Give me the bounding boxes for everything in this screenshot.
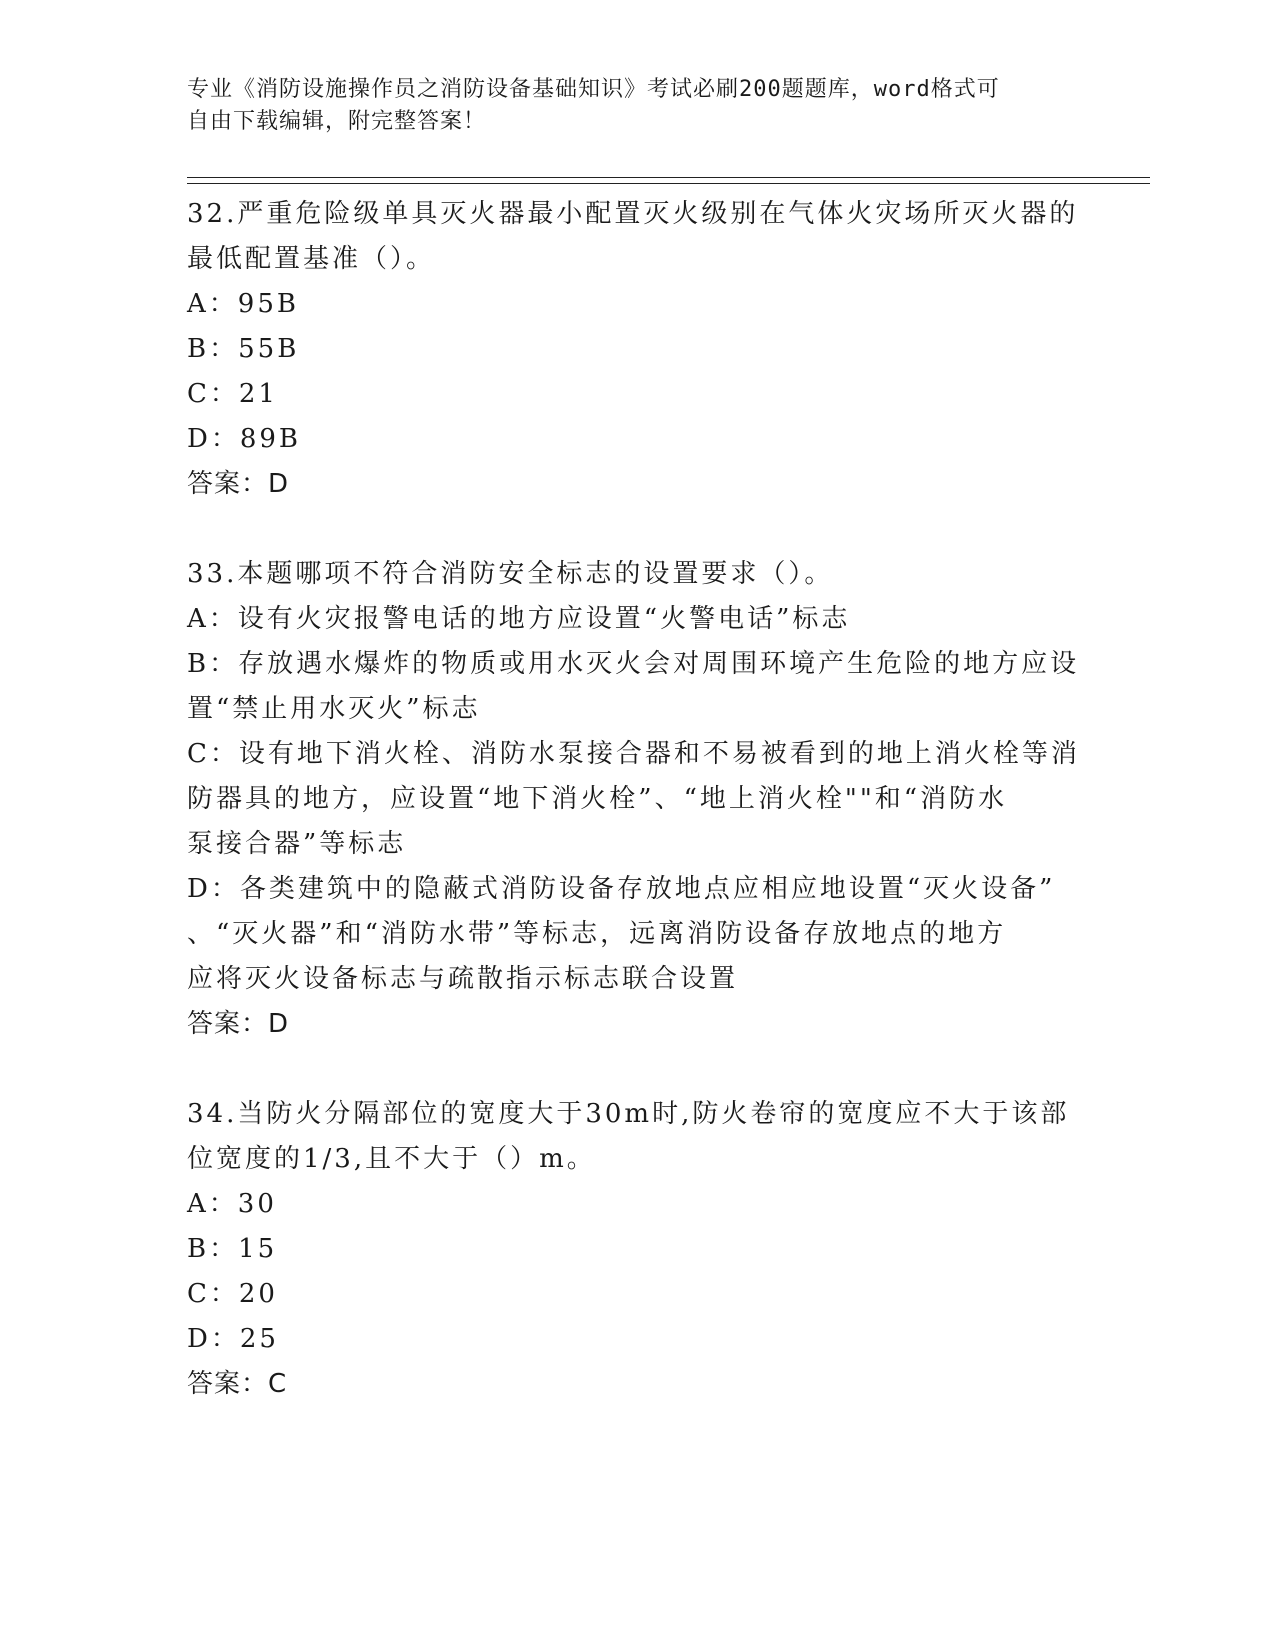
- option-d: [187, 867, 1087, 1002]
- question-text-line: 32.严重危险级单具灭火器最小配置灭火级别在气体火灾场所灭火器的: [187, 199, 1079, 229]
- header-rule-top: [187, 177, 1150, 178]
- question-list: [187, 192, 1087, 1452]
- question-34: [187, 1092, 1087, 1407]
- option-line: C：20: [187, 1279, 278, 1309]
- option-c: [187, 1272, 1087, 1317]
- option-line: A：30: [187, 1189, 277, 1219]
- question-text: [187, 552, 1087, 597]
- option-b: [187, 642, 1087, 732]
- option-line: 泵接合器”等标志: [187, 829, 407, 859]
- option-line: D：25: [187, 1324, 279, 1354]
- option-line: D：89B: [187, 424, 302, 454]
- header-line-1: 专业《消防设施操作员之消防设备基础知识》考试必刷200题题库，word格式可: [187, 77, 1000, 102]
- option-line: D：各类建筑中的隐蔽式消防设备存放地点应相应地设置“灭火设备”: [187, 874, 1056, 904]
- option-d: [187, 417, 1087, 462]
- option-line: 、“灭火器”和“消防水带”等标志，远离消防设备存放地点的地方: [187, 919, 1007, 949]
- option-line: C：21: [187, 379, 278, 409]
- option-a: [187, 597, 1087, 642]
- option-line: A：95B: [187, 289, 299, 319]
- option-line: 应将灭火设备标志与疏散指示标志联合设置: [187, 964, 739, 994]
- option-c: [187, 732, 1087, 867]
- question-text-line: 位宽度的1/3,且不大于（）m。: [187, 1144, 596, 1174]
- option-line: 置“禁止用水灭火”标志: [187, 694, 481, 724]
- answer: 答案：C: [187, 1369, 288, 1399]
- option-line: 防器具的地方，应设置“地下消火栓”、“地上消火栓""和“消防水: [187, 784, 1008, 814]
- question-text-line: 34.当防火分隔部位的宽度大于30m时,防火卷帘的宽度应不大于该部: [187, 1099, 1070, 1129]
- header-rule-bottom: [187, 183, 1150, 184]
- question-text-line: 33.本题哪项不符合消防安全标志的设置要求（）。: [187, 559, 834, 589]
- question-text-line: 最低配置基准（）。: [187, 244, 436, 274]
- answer: 答案：D: [187, 469, 290, 499]
- answer: 答案：D: [187, 1009, 290, 1039]
- option-line: B：15: [187, 1234, 278, 1264]
- question-33: [187, 552, 1087, 1047]
- question-32: [187, 192, 1087, 507]
- question-text: [187, 1092, 1087, 1182]
- option-line: A：设有火灾报警电话的地方应设置“火警电话”标志: [187, 604, 851, 634]
- option-line: B：存放遇水爆炸的物质或用水灭火会对周围环境产生危险的地方应设: [187, 649, 1080, 679]
- option-a: [187, 282, 1087, 327]
- option-line: B：55B: [187, 334, 300, 364]
- option-b: [187, 327, 1087, 372]
- header-line-2: 自由下载编辑，附完整答案！: [187, 109, 487, 134]
- document-header: [187, 74, 1067, 138]
- option-c: [187, 372, 1087, 417]
- option-d: [187, 1317, 1087, 1362]
- option-a: [187, 1182, 1087, 1227]
- question-text: [187, 192, 1087, 282]
- option-line: C：设有地下消火栓、消防水泵接合器和不易被看到的地上消火栓等消: [187, 739, 1080, 769]
- option-b: [187, 1227, 1087, 1272]
